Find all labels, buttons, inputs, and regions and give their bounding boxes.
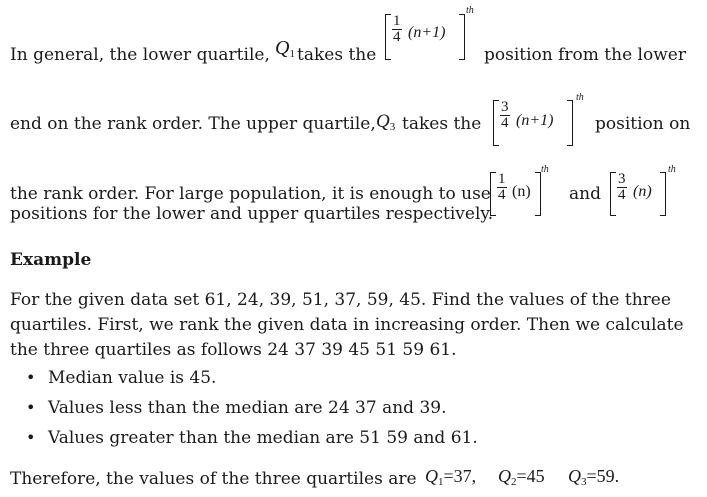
bullet-dot-2: • [26,398,36,417]
bullet-dot-1: • [26,368,36,387]
example-line-3: the three quartiles as follows 24 37 39 45 51 59 61. [10,340,457,360]
sup-th-4: th [668,164,676,175]
bracket-right-2 [567,100,573,146]
bracket-right-1 [459,14,465,60]
para1-line1-takes: takes the [297,45,377,65]
q1-symbol: $Q_1$ [275,37,295,60]
conclusion-text: Therefore, the values of the three quartiles are [10,469,417,489]
fraction-3-4: $\frac{3}{4}$ [501,99,509,131]
sup-th-2: th [576,92,584,103]
bullet-dot-3: • [26,428,36,447]
para1-line2-takes: takes the [402,114,482,134]
para1-line2-text: end on the rank order. The upper quartile, [10,114,376,134]
bracket-left-2 [493,100,499,146]
para1-line1-text: In general, the lower quartile, [10,45,270,65]
result-q2: $Q_2=45$ [498,466,545,488]
fraction-1-4-b: $\frac{1}{4}$ [498,171,506,203]
fraction-1-4: $\frac{1}{4}$ [393,13,401,45]
example-line-1: For the given data set 61, 24, 39, 51, 37, 59, 45. Find the values of the three [10,290,671,310]
result-q3: $Q_3=59$. [568,466,620,488]
example-line-2: quartiles. First, we rank the given data in increasing order. Then we calculate [10,315,684,335]
para1-line3-text: the rank order. For large population, it is enough to use [10,184,491,204]
example-heading: Example [10,250,92,270]
result-q1: $Q_1=37$, [425,466,477,488]
q3-symbol: $Q_3$ [376,111,396,133]
bullet-item-1: Median value is 45. [48,368,217,388]
bracket-right-4 [660,172,666,216]
para1-line1-position: position from the lower [484,45,686,65]
and-text: and [569,184,601,204]
expr-n-a: (n) [512,183,531,200]
expr-n-plus-1-b: (n+1) [516,112,554,129]
bracket-left-1 [385,14,391,60]
sup-th-1: th [466,5,474,16]
bracket-left-4 [610,172,616,216]
para1-line2-position: position on [595,114,691,134]
bracket-right-3 [535,172,541,216]
bullet-item-2: Values less than the median are 24 37 and 39. [48,398,447,418]
expr-n-b: (n) [633,183,652,200]
para1-line4-text: positions for the lower and upper quartiles respectively. [10,204,494,224]
sup-th-3: th [541,164,549,175]
expr-n-plus-1-a: (n+1) [408,24,446,41]
bullet-item-3: Values greater than the median are 51 59 and 61. [48,428,478,448]
fraction-3-4-b: $\frac{3}{4}$ [618,171,626,203]
